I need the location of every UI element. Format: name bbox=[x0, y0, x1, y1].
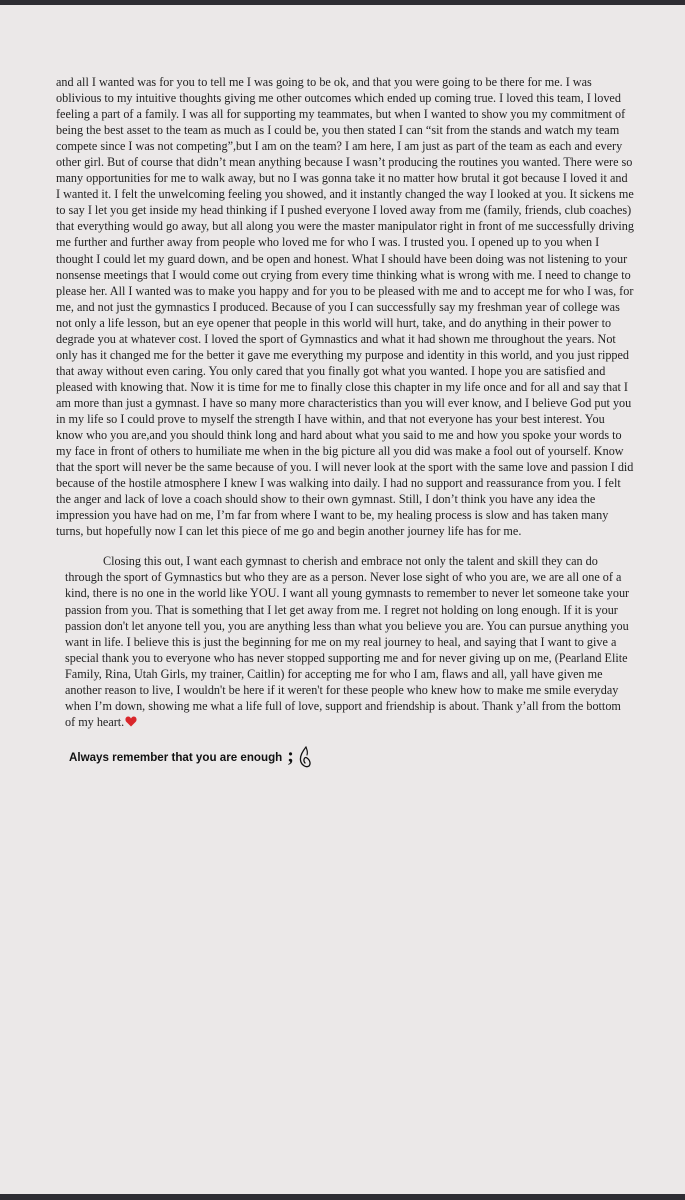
paragraph-one: and all I wanted was for you to tell me I was going to be ok, and that you were going to be there for me. I was oblivious to my intuitive thoughts giving me other outcomes which ended up coming true. I loved this team, I loved feeling a part of a family. I was all for supporting my teammates, but when I wanted to show you my commitment of being the best asset to the team as much as I could be, you then stated I can “sit from the stands and watch my team compete since I was not competing”,but I am on the team? I am here, I am just as part of the team as each and every other girl. But of course that didn’t mean anything because I wasn’t producing the routines you wanted. There were so many opportunities for me to walk away, but no I was gonna take it no matter how brutal it got because I loved it and I wanted it. I felt the unwelcoming feeling you showed, and it instantly changed the way I looked at you. It sickens me to say I let you get inside my head thinking if I pushed everyone I loved away from me (family, friends, club coaches) that everything would go away, but all along you were the master manipulator right in front of me successfully driving me further and further away from people who loved me for who I was. I trusted you. I opened up to you when I thought I could let my guard down, and be open and honest. What I should have been doing was not listening to your nonsense meetings that I would come out crying from every time thinking what is wrong with me. I need to change to please her. All I wanted was to make you happy and for you to be pleased with me and to accept me for who I was, for me, and not just the gymnastics I produced. Because of you I can successfully say my freshman year of college was not only a life lesson, but an eye opener that people in this world will hurt, take, and do anything in their power to degrade you at whatever cost. I loved the sport of Gymnastics and what it had shown me throughout the years. Not only has it changed me for the better it gave me everything my purpose and identity in this world, and you just ripped that away without even caring. You only cared that you finally got what you wanted. I hope you are satisfied and pleased with knowing that. Now it is time for me to finally close this chapter in my life once and for all and say that I am more than just a gymnast. I have so many more characteristics than you will ever know, and I believe God put you in my life so I could prove to myself the strength I have within, and that not everyone has your best interest. You know who you are,and you should think long and hard about what you said to me and how you spoke your words to my face in front of others to humiliate me when in the big picture all you did was make a fool out of yourself. Know that the sport will never be the same because of you. I will never look at the sport with the same love and passion I did because of the hostile atmosphere I knew I was walking into daily. I had no support and reassurance from you. I felt the anger and lack of love a coach should show to their own gymnast. Still, I don’t think you have any idea the impression you have had on me, I’m far from where I want to be, my healing process is slow and has taken many turns, but hopefully now I can let this piece of me go and begin another journey life has for me. bbox=[56, 75, 634, 539]
closing-text: Always remember that you are enough bbox=[69, 751, 283, 765]
closing-line bbox=[56, 746, 634, 770]
letter-document bbox=[56, 74, 634, 770]
semicolon-mark: ; bbox=[287, 744, 294, 767]
bottom-border bbox=[0, 1194, 685, 1200]
semicolon-ribbon-icon bbox=[299, 746, 311, 770]
top-border bbox=[0, 0, 685, 5]
paragraph-two bbox=[56, 553, 634, 730]
paragraph-two-text: Closing this out, I want each gymnast to cherish and embrace not only the talent and skill they can do through the sport of Gymnastics but who they are as a person. Never lose sight of who you are, we are all one of a kind, there is no one in the world like YOU. I want all young gymnasts to remember to never let someone take your passion from you. That is something that I let get away from me. I regret not holding on long enough. If it is your passion don't let anyone tell you, you are anything less than what you believe you are. You can pursue anything you want in life. I believe this is just the beginning for me on my real journey to heal, and saying that I want to give a special thank you to everyone who has never stopped supporting me and for never giving up on me, (Pearland Elite Family, Rina, Utah Girls, my trainer, Caitlin) for accepting me for who I am, flaws and all, yall have given me another reason to live, I wouldn't be here if it weren't for these people who knew how to make me smile everyday when I’m down, showing me what a life full of love, support and friendship is about. Thank y’all from the bottom of my heart. bbox=[65, 554, 630, 729]
red-heart-icon bbox=[125, 716, 137, 727]
